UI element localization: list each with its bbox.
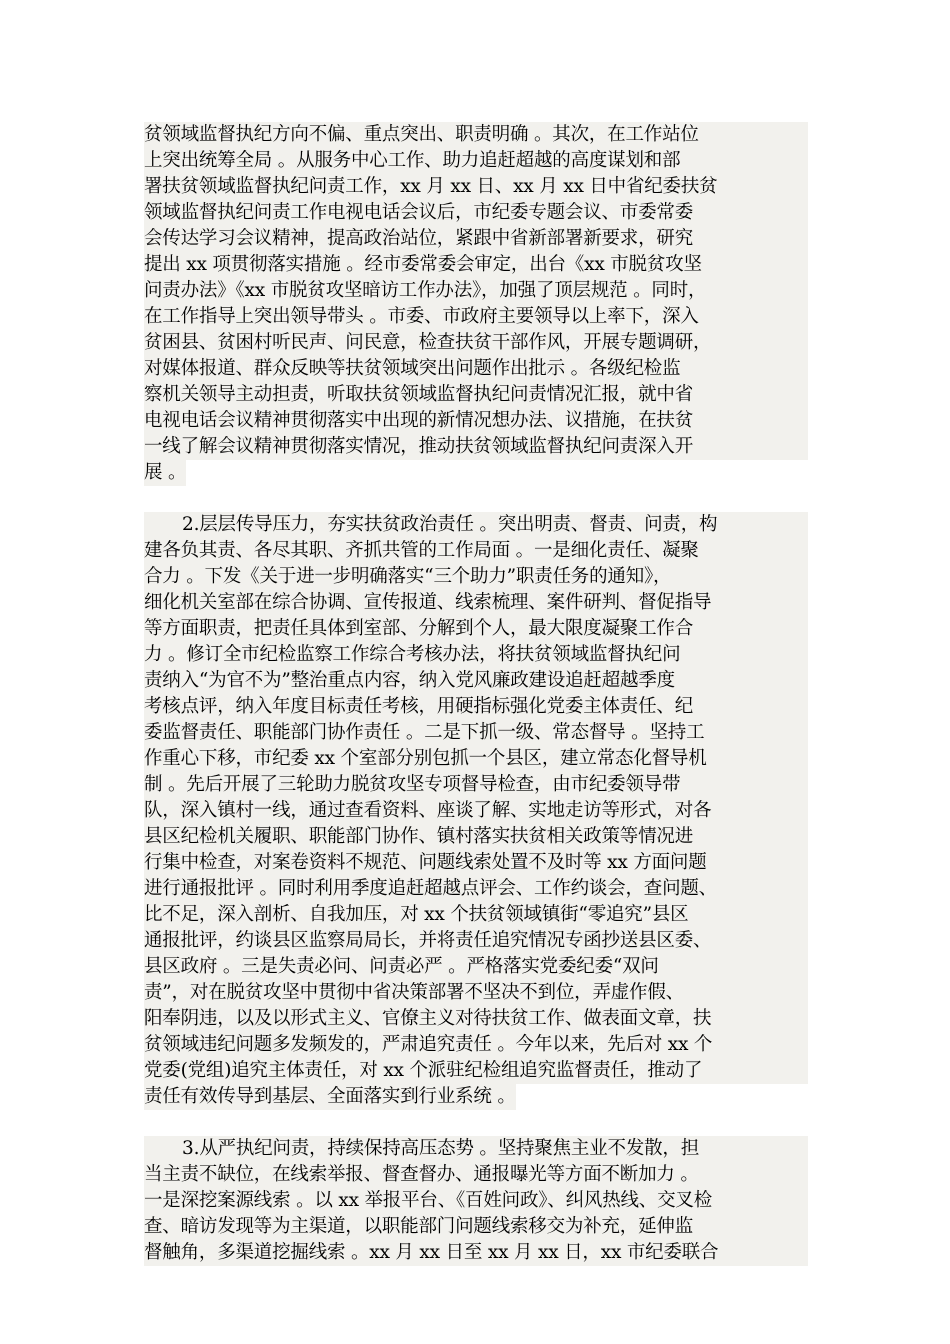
text-line: 责”，对在脱贫攻坚中贯彻中省决策部署不坚决不到位，弄虚作假、 bbox=[144, 980, 808, 1006]
text-line: 比不足，深入剖析、自我加压，对 xx 个扶贫领域镇街“零追究”县区 bbox=[144, 902, 808, 928]
paragraph-spacer bbox=[144, 1110, 808, 1136]
text-line: 3.从严执纪问责，持续保持高压态势 。坚持聚焦主业不发散，担 bbox=[144, 1136, 808, 1162]
text-line: 县区政府 。三是失责必问、问责必严 。严格落实党委纪委“双问 bbox=[144, 954, 808, 980]
paragraph-2 bbox=[144, 512, 808, 1110]
text-line: 委监督责任、职能部门协作责任 。二是下抓一级、常态督导 。坚持工 bbox=[144, 720, 808, 746]
document-page bbox=[144, 122, 808, 1266]
text-line: 提出 xx 项贯彻落实措施 。经市委常委会审定，出台《xx 市脱贫攻坚 bbox=[144, 252, 808, 278]
text-line: 一线了解会议精神贯彻落实情况，推动扶贫领域监督执纪问责深入开 bbox=[144, 434, 808, 460]
text-line: 贫困县、贫困村听民声、问民意，检查扶贫干部作风，开展专题调研， bbox=[144, 330, 808, 356]
text-line: 建各负其责、各尽其职、齐抓共管的工作局面 。一是细化责任、凝聚 bbox=[144, 538, 808, 564]
paragraph-3 bbox=[144, 1136, 808, 1266]
text-line: 在工作指导上突出领导带头 。市委、市政府主要领导以上率下，深入 bbox=[144, 304, 808, 330]
text-line: 考核点评，纳入年度目标责任考核，用硬指标强化党委主体责任、纪 bbox=[144, 694, 808, 720]
text-line: 等方面职责，把责任具体到室部、分解到个人，最大限度凝聚工作合 bbox=[144, 616, 808, 642]
text-line: 察机关领导主动担责，听取扶贫领域监督执纪问责情况汇报，就中省 bbox=[144, 382, 808, 408]
text-line: 会传达学习会议精神，提高政治站位，紧跟中省新部署新要求，研究 bbox=[144, 226, 808, 252]
text-line: 一是深挖案源线索 。以 xx 举报平台、《百姓问政》、纠风热线、交叉检 bbox=[144, 1188, 808, 1214]
text-line: 查、暗访发现等为主渠道，以职能部门问题线索移交为补充，延伸监 bbox=[144, 1214, 808, 1240]
text-line: 力 。修订全市纪检监察工作综合考核办法，将扶贫领域监督执纪问 bbox=[144, 642, 808, 668]
text-line: 合力 。下发《关于进一步明确落实“三个助力”职责任务的通知》， bbox=[144, 564, 808, 590]
text-line: 问责办法》《xx 市脱贫攻坚暗访工作办法》，加强了顶层规范 。同时， bbox=[144, 278, 808, 304]
text-line: 阳奉阴违，以及以形式主义、官僚主义对待扶贫工作、做表面文章，扶 bbox=[144, 1006, 808, 1032]
text-line: 进行通报批评 。同时利用季度追赶超越点评会、工作约谈会，查问题、 bbox=[144, 876, 808, 902]
text-line: 展 。 bbox=[144, 460, 186, 486]
text-line: 通报批评，约谈县区监察局局长，并将责任追究情况专函抄送县区委、 bbox=[144, 928, 808, 954]
text-line: 上突出统筹全局 。从服务中心工作、助力追赶超越的高度谋划和部 bbox=[144, 148, 808, 174]
text-line: 作重心下移，市纪委 xx 个室部分别包抓一个县区，建立常态化督导机 bbox=[144, 746, 808, 772]
text-line: 制 。先后开展了三轮助力脱贫攻坚专项督导检查，由市纪委领导带 bbox=[144, 772, 808, 798]
text-line: 当主责不缺位，在线索举报、督查督办、通报曝光等方面不断加力 。 bbox=[144, 1162, 808, 1188]
text-line: 行集中检查，对案卷资料不规范、问题线索处置不及时等 xx 方面问题 bbox=[144, 850, 808, 876]
text-line: 领域监督执纪问责工作电视电话会议后，市纪委专题会议、市委常委 bbox=[144, 200, 808, 226]
text-line: 县区纪检机关履职、职能部门协作、镇村落实扶贫相关政策等情况进 bbox=[144, 824, 808, 850]
paragraph-1 bbox=[144, 122, 808, 486]
text-line: 贫领域监督执纪方向不偏、重点突出、职责明确 。其次，在工作站位 bbox=[144, 122, 808, 148]
text-line: 队，深入镇村一线，通过查看资料、座谈了解、实地走访等形式，对各 bbox=[144, 798, 808, 824]
text-line: 贫领域违纪问题多发频发的，严肃追究责任 。今年以来，先后对 xx 个 bbox=[144, 1032, 808, 1058]
text-line: 督触角，多渠道挖掘线索 。xx 月 xx 日至 xx 月 xx 日，xx 市纪委联合 bbox=[144, 1240, 808, 1266]
paragraph-spacer bbox=[144, 486, 808, 512]
text-line: 2.层层传导压力，夯实扶贫政治责任 。突出明责、督责、问责，构 bbox=[144, 512, 808, 538]
text-line: 署扶贫领域监督执纪问责工作，xx 月 xx 日、xx 月 xx 日中省纪委扶贫 bbox=[144, 174, 808, 200]
text-line: 对媒体报道、群众反映等扶贫领域突出问题作出批示 。各级纪检监 bbox=[144, 356, 808, 382]
text-line: 电视电话会议精神贯彻落实中出现的新情况想办法、议措施，在扶贫 bbox=[144, 408, 808, 434]
text-line: 责纳入“为官不为”整治重点内容，纳入党风廉政建设追赶超越季度 bbox=[144, 668, 808, 694]
text-line: 责任有效传导到基层、全面落实到行业系统 。 bbox=[144, 1084, 516, 1110]
text-line: 细化机关室部在综合协调、宣传报道、线索梳理、案件研判、督促指导 bbox=[144, 590, 808, 616]
text-line: 党委(党组)追究主体责任，对 xx 个派驻纪检组追究监督责任，推动了 bbox=[144, 1058, 808, 1084]
